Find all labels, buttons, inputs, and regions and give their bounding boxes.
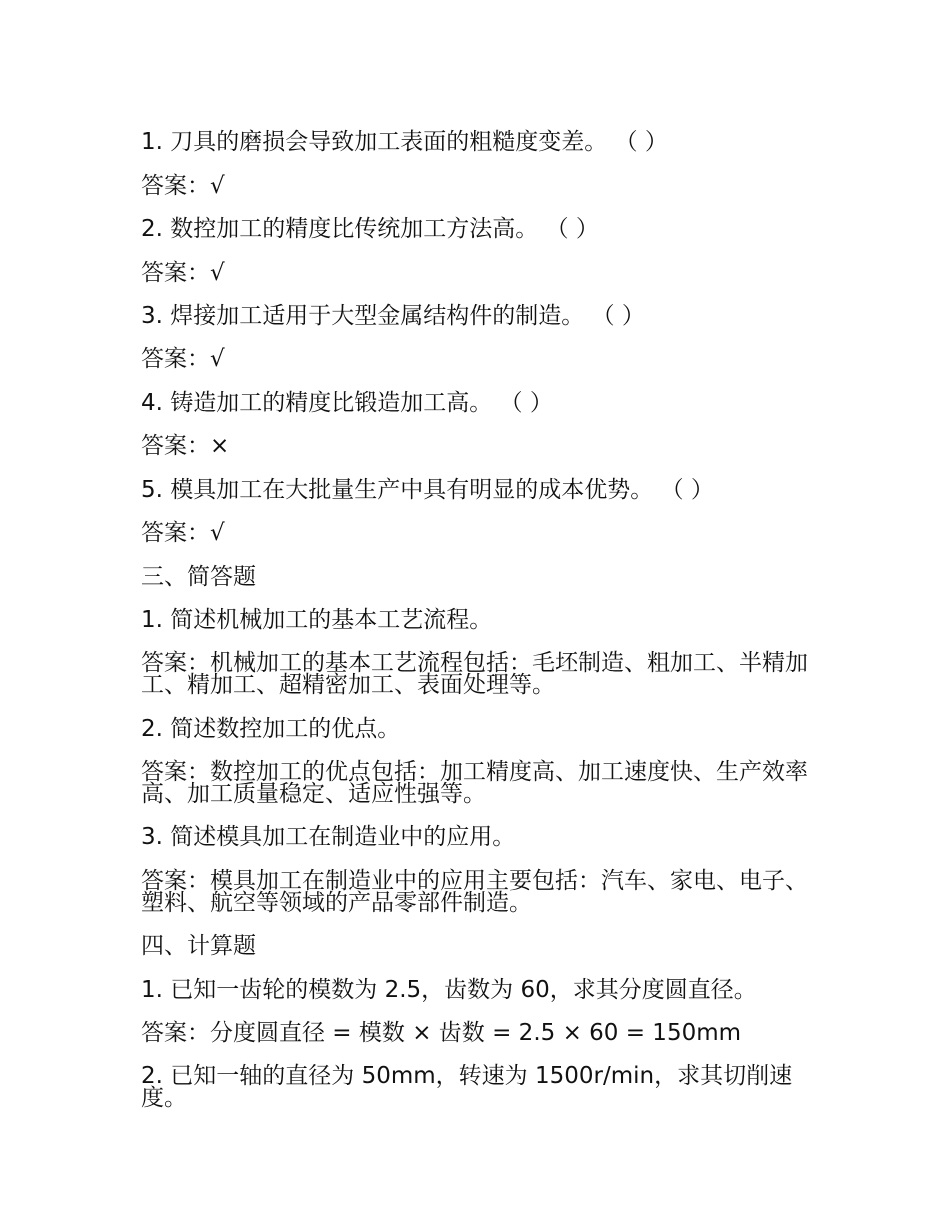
answer-tf-5: 答案：√ (141, 520, 225, 546)
answer-tf-3: 答案：√ (141, 346, 225, 372)
question-tf-3: 3. 焊接加工适用于大型金属结构件的制造。 （ ） (141, 303, 645, 329)
answer-tf-2: 答案：√ (141, 260, 225, 286)
answer-sa-3: 答案：模具加工在制造业中的应用主要包括：汽车、家电、电子、塑料、航空等领域的产品零部件制造。 (141, 868, 808, 916)
question-tf-5: 5. 模具加工在大批量生产中具有明显的成本优势。 （ ） (141, 477, 714, 503)
answer-sa-1: 答案：机械加工的基本工艺流程包括：毛坯制造、粗加工、半精加工、精加工、超精密加工、表面处理等。 (141, 650, 808, 698)
question-tf-2: 2. 数控加工的精度比传统加工方法高。 （ ） (141, 216, 599, 242)
answer-calc-1: 答案：分度圆直径 = 模数 × 齿数 = 2.5 × 60 = 150mm (141, 1020, 742, 1046)
section-heading-calculation: 四、计算题 (141, 933, 256, 959)
answer-tf-1: 答案：√ (141, 173, 225, 199)
question-sa-1: 1. 简述机械加工的基本工艺流程。 (141, 607, 493, 633)
question-sa-2: 2. 简述数控加工的优点。 (141, 716, 401, 742)
question-calc-2: 2. 已知一轴的直径为 50mm，转速为 1500r/min，求其切削速度。 (141, 1063, 793, 1111)
question-calc-1: 1. 已知一齿轮的模数为 2.5，齿数为 60，求其分度圆直径。 (141, 977, 757, 1003)
answer-tf-4: 答案：× (141, 433, 230, 459)
answer-sa-2: 答案：数控加工的优点包括：加工精度高、加工速度快、生产效率高、加工质量稳定、适应性强等。 (141, 759, 808, 807)
question-sa-3: 3. 简述模具加工在制造业中的应用。 (141, 824, 516, 850)
question-tf-1: 1. 刀具的磨损会导致加工表面的粗糙度变差。 （ ） (141, 129, 668, 155)
question-tf-4: 4. 铸造加工的精度比锻造加工高。 （ ） (141, 390, 553, 416)
section-heading-short-answer: 三、简答题 (141, 564, 256, 590)
